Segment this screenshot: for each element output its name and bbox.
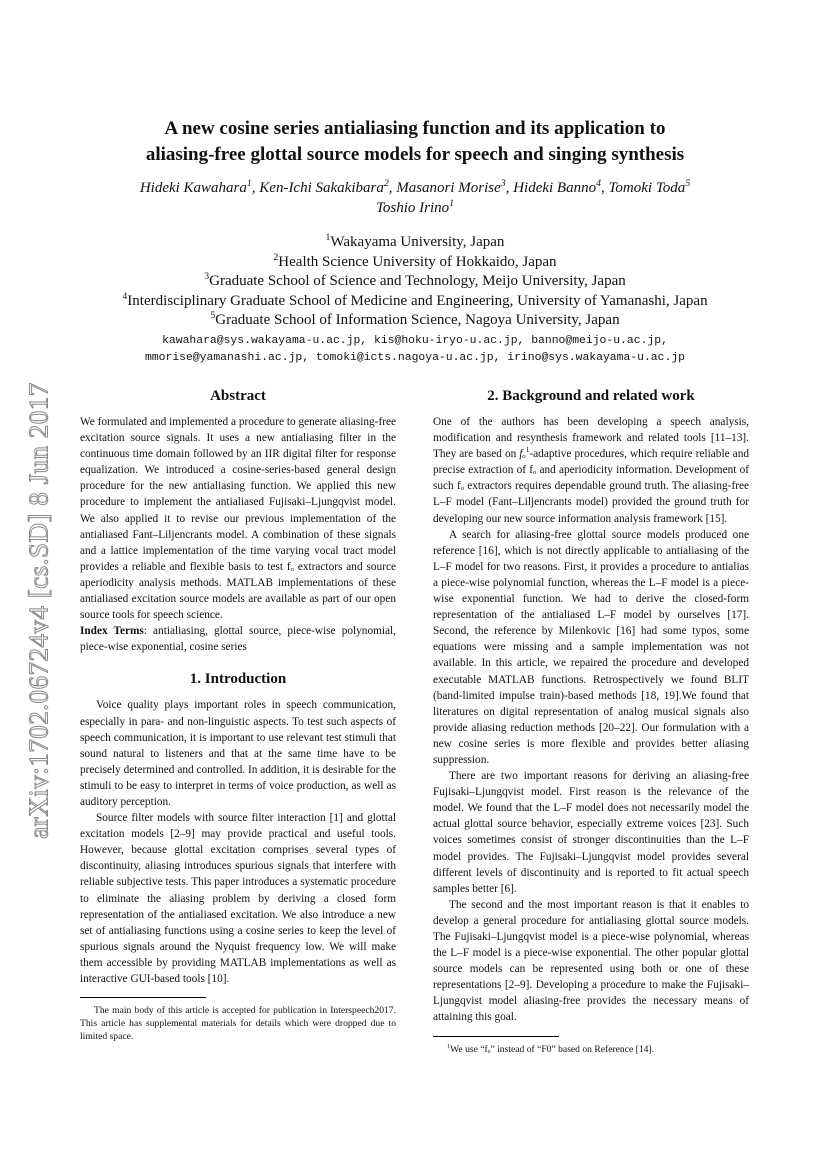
background-paragraph-2: A search for aliasing-free glottal source models produced one reference [16], which is not directly applicable to antialiasing of the L–F model for two reasons. First, it provides a procedure to antialias a piece-wise polynomial function, whereas the L–F model is a piece-wise exponential function. We had to derive the closed-form representation of the antialiased L–F model by ourselves [17]. Second, the reference by Milenkovic [16] had some typos, some equations were missing and a sample implementation was not available. In this article, we repaired the procedure and developed executable MATLAB functions. Retrospectively we found BLIT (band-limited impulse train)-based methods [18, 19].We found that literatures on digital representation of analog musical signals also provide aliasing reduction methods [20–22]. Our formulation with a new cosine series is more flexible and provides better aliasing suppression. [433, 528, 749, 766]
footnote-right: $^1$We use “fₒ” instead of “F0” based on Reference [14]. [447, 1042, 655, 1055]
abstract-text: We formulated and implemented a procedure to generate aliasing-free excitation source signals. It uses a new antialiasing filter in the continuous time domain followed by an IIR digital filter for response equalization. We introduced a cosine-series-based general design procedure for the new antialiasing function. We applied this new procedure to implement the antialiased Fujisaki–Ljungqvist model. We also applied it to revise our previous implementation of the antialiased Fant–Liljencrants model. A combination of these signals and a lattice implementation of the time varying vocal tract model provides a reliable and flexible basis to test fₒ extractors and source aperiodicity analysis methods. MATLAB implementations of these antialiased excitation source models are available as part of our open source tools for speech science. [80, 416, 396, 622]
author-line-1: Hideki Kawahara$^1$, Ken-Ichi Sakakibara$^2$, Masanori Morise$^3$, Hideki Banno$^4$, Tomoki Toda$^5$ [139, 178, 691, 196]
email-list [60, 333, 770, 367]
author-name: Masanori Morise [396, 180, 501, 196]
arxiv-stamp [16, 350, 62, 870]
author-name: Ken-Ichi Sakakibara [259, 180, 384, 196]
arxiv-identifier: arXiv:1702.06724v4 [cs.SD] 8 Jun 2017 [23, 381, 54, 839]
affiliation-list [60, 233, 770, 331]
title-line-2: aliasing-free glottal source models for speech and singing synthesis [145, 144, 685, 165]
email-line-1: kawahara@sys.wakayama-u.ac.jp, kis@hoku-iryo-u.ac.jp, banno@meijo-u.ac.jp, [162, 335, 668, 347]
paper-title [100, 116, 730, 168]
background-paragraph-3: There are two important reasons for deriving an aliasing-free Fujisaki–Ljungqvist model. First reason is the relevance of the model. We found that the L–F model does not necessarily model the actual glottal source behavior, especially extreme voices [23]. Such voices sometimes consist of stronger discontinuities than the L–F model provides. The Fujisaki–Ljungqvist model provides several different levels of discontinuity and is reported to fit actual speech samples better [6]. [433, 770, 749, 895]
title-line-1: A new cosine series antialiasing function and its application to [164, 118, 666, 139]
intro-paragraph-1: Voice quality plays important roles in speech communication, especially in para- and non-linguistic aspects. To test such aspects of speech communication, it is important to use relevant test stimuli that sound natural to listeners and that at the same time have to be precisely determined and controlled. In addition, it is desirable for the stimuli to be easy to interpret in terms of voice production, as well as auditory perception. [80, 699, 396, 808]
footnote-left: The main body of this article is accepted for publication in Interspeech2017. This article has supplemental materials for details which were dropped due to limited space. [80, 1005, 396, 1043]
background-heading: 2. Background and related work [487, 388, 695, 404]
background-paragraph-1: One of the authors has been developing a speech analysis, modification and resynthesis framework and related tools [11–13]. They are based on fₒ$^1$-adaptive procedures, which require reliable and precise extraction of fₒ and aperiodicity information. Development of such fₒ extractors requires dependable ground truth. The aliasing-free L–F model (Fant–Liljencrants model) provided the ground truth for developing our new source information analysis framework [15]. [433, 416, 749, 525]
index-terms-label: Index Terms [80, 625, 144, 638]
index-terms-text: : antialiasing, glottal source, piece-wise polynomial, piece-wise exponential, cosine series [80, 625, 396, 654]
author-line-2: Toshio Irino$^1$ [375, 198, 455, 216]
affiliation: $^1$Wakayama University, Japan [325, 232, 505, 250]
author-list [90, 178, 740, 218]
affiliation: $^4$Interdisciplinary Graduate School of Medicine and Engineering, University of Yamanashi, Japan [122, 290, 708, 309]
abstract-heading: Abstract [210, 388, 266, 404]
author-name: Hideki Kawahara [139, 180, 247, 196]
affiliation: $^2$Health Science University of Hokkaido, Japan [273, 251, 557, 270]
background-paragraph-4: The second and the most important reason is that it enables to develop a general procedure for antialiasing glottal source models. The Fujisaki–Ljungqvist model is a piece-wise polynomial, whereas the L–F model is a piece-wise exponential. The other popular glottal source models can be represented using both or one of these representations [2–9]. Developing a procedure to make the Fujisaki–Ljungqvist model aliasing-free provides the necessary means of attaining this goal. [433, 898, 749, 1024]
affiliation: $^5$Graduate School of Information Science, Nagoya University, Japan [210, 310, 620, 329]
right-column [433, 386, 749, 1056]
intro-heading: 1. Introduction [189, 671, 287, 688]
author-name: Tomoki Toda [608, 180, 686, 196]
intro-paragraph-2: Source filter models with source filter interaction [1] and glottal excitation models [2–9] may provide practical and useful tools. However, because glottal excitation comprises several types of discontinuity, aliasing introduces spurious signals that interfere with reliable subjective tests. This paper introduces a systematic procedure to eliminate the aliasing problem by deriving a closed form representation of the antialiased excitation. We also introduce a new set of antialiasing functions using a cosine series to keep the level of spurious signals around the Nyquist frequency low. We will make them accessible by providing MATLAB implementations as well as interactive GUI-based tools [10]. [80, 812, 396, 985]
footnote-divider [433, 1036, 559, 1037]
index-terms [80, 623, 396, 655]
email-line-2: mmorise@yamanashi.ac.jp, tomoki@icts.nagoya-u.ac.jp, irino@sys.wakayama-u.ac.jp [144, 352, 685, 364]
footnote-divider [80, 997, 206, 998]
author-name: Toshio Irino [375, 200, 450, 216]
author-name: Hideki Banno [513, 180, 597, 196]
left-column [80, 386, 396, 1043]
affiliation: $^3$Graduate School of Science and Technology, Meijo University, Japan [204, 271, 626, 290]
